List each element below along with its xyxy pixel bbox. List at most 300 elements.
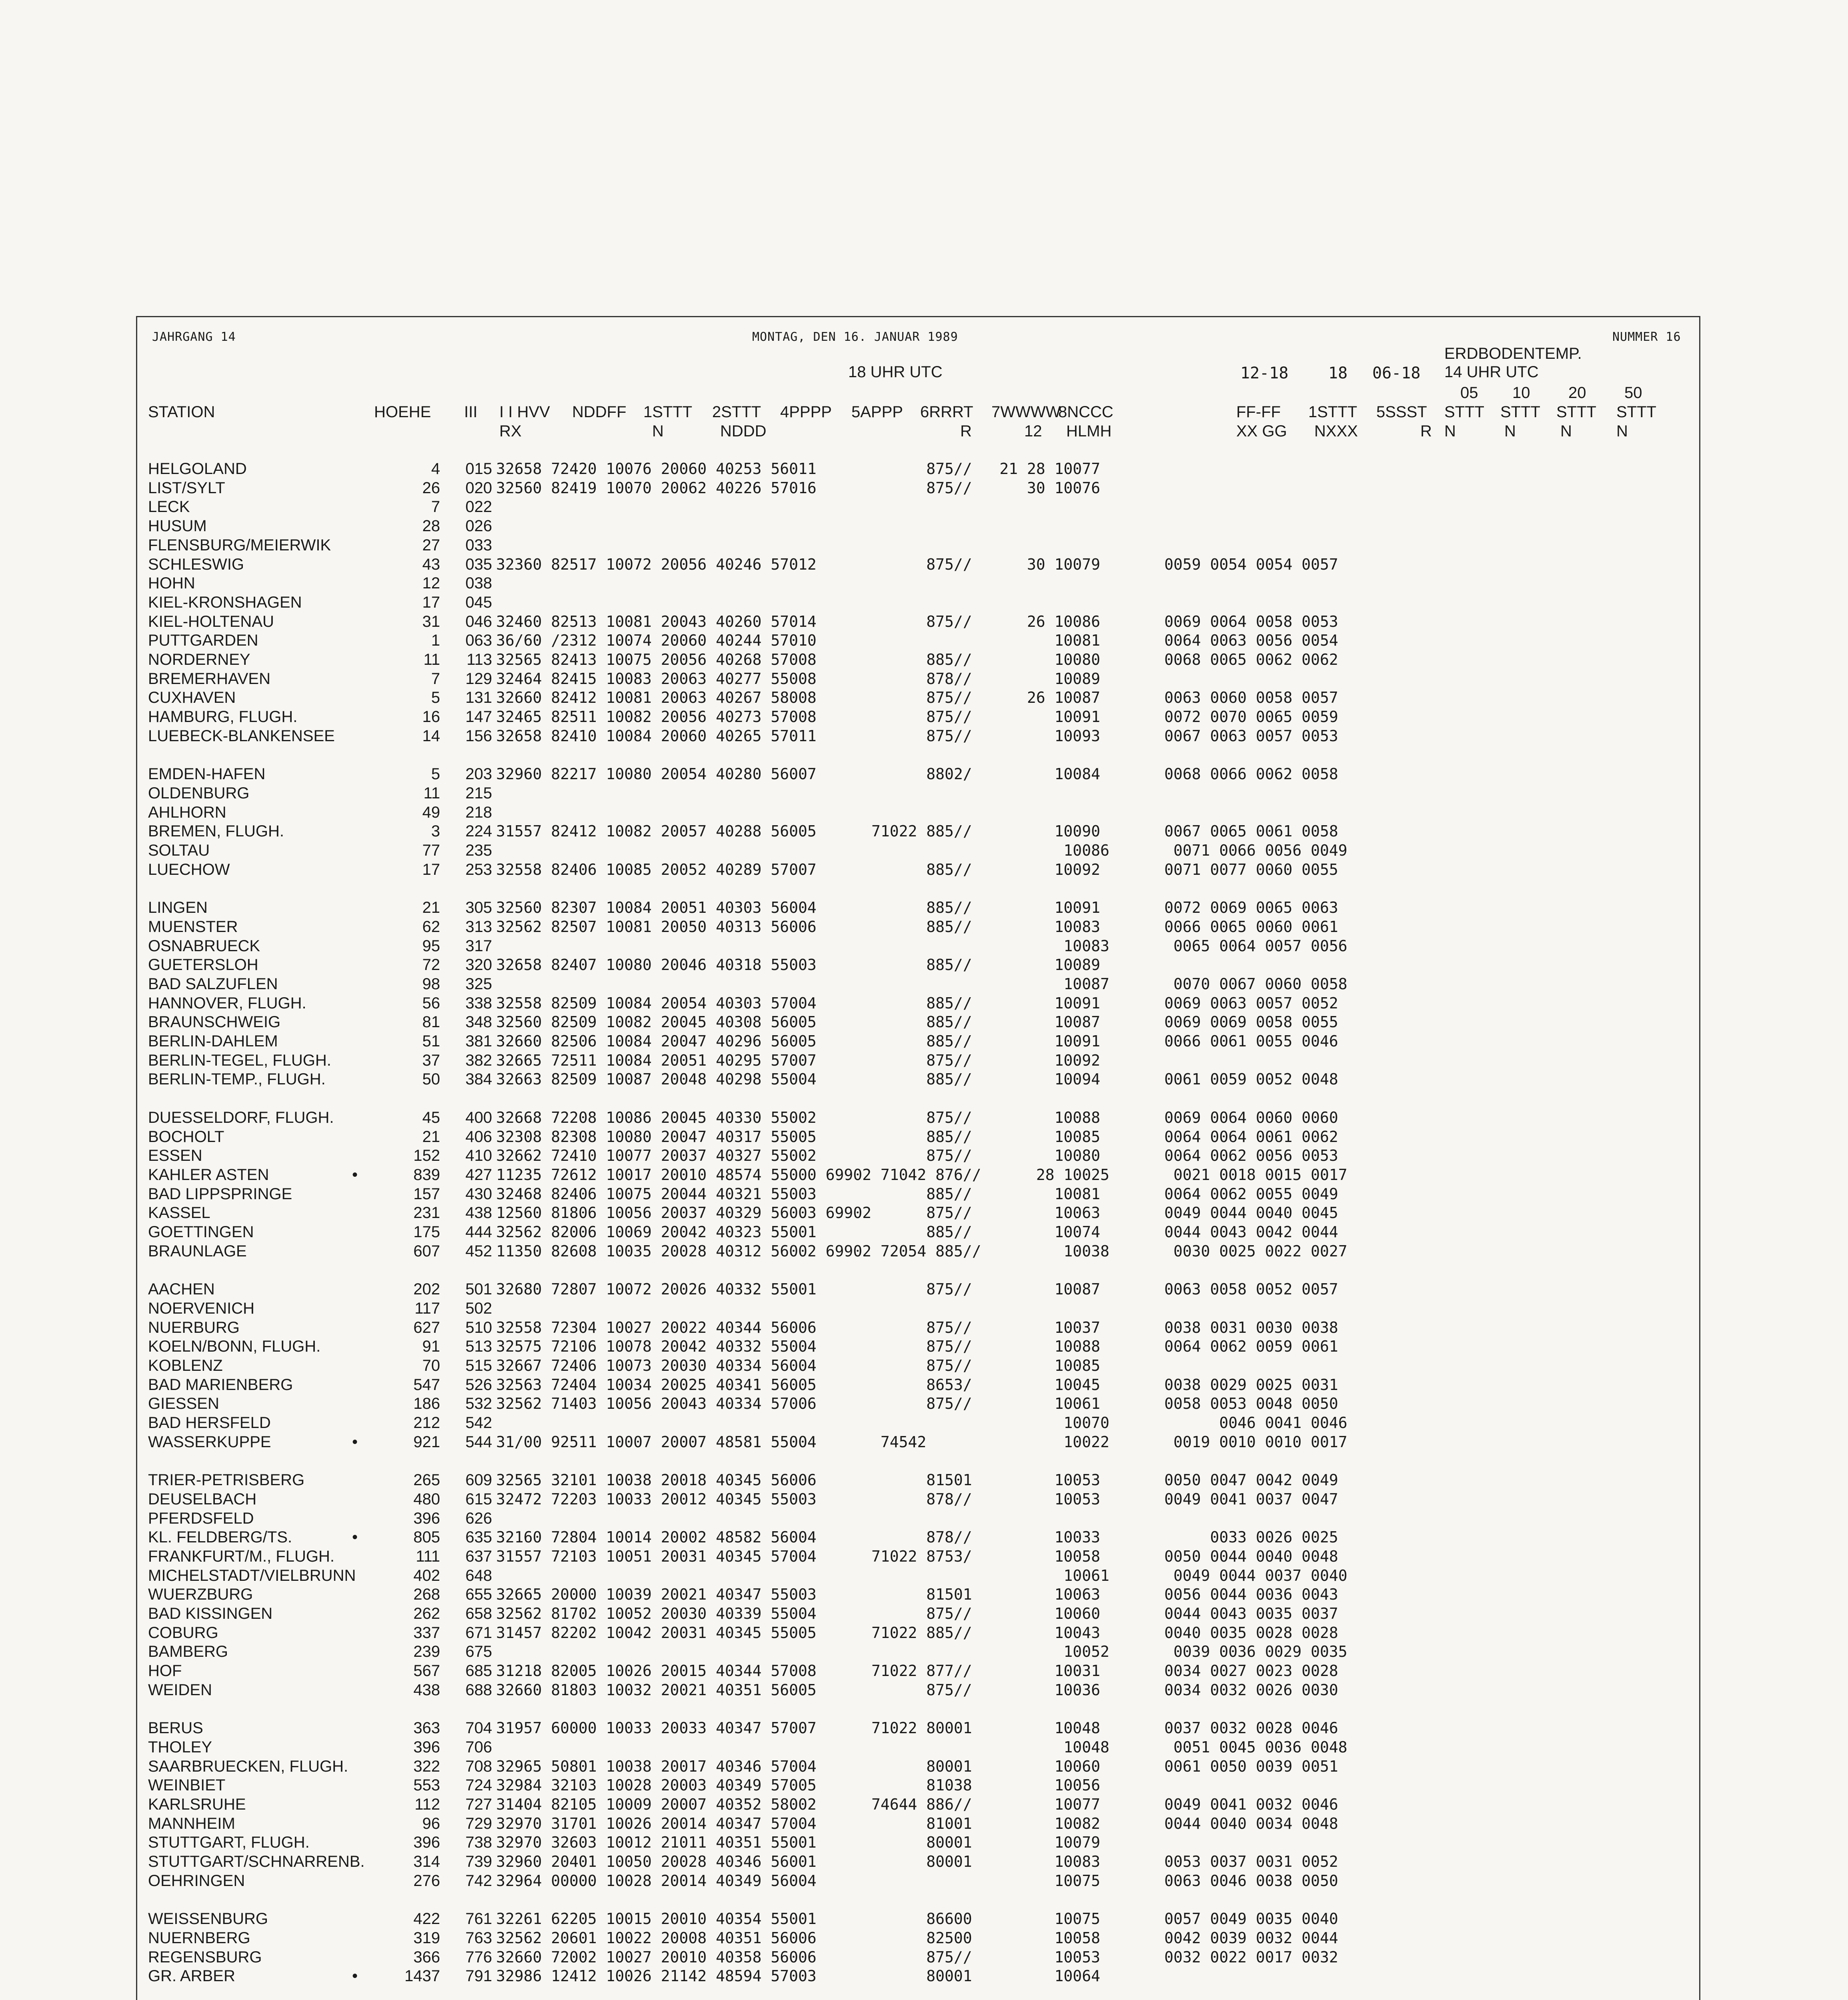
station-height: 27 — [422, 536, 440, 554]
station-name: PFERDSFELD — [148, 1509, 254, 1527]
station-data: 32660 81803 10032 20021 40351 56005 875// 10036 0034 0032 0026 0030 — [496, 1681, 1338, 1699]
col-n4: N — [1616, 422, 1628, 440]
station-id: 688 — [465, 1681, 492, 1699]
station-height: 314 — [413, 1853, 440, 1871]
station-name: BAD LIPPSPRINGE — [148, 1185, 292, 1203]
station-data: 32464 82415 10083 20063 40277 55008 878// 10089 — [496, 670, 1100, 688]
station-height: 319 — [413, 1929, 440, 1947]
station-name: LUECHOW — [148, 860, 230, 878]
station-id: 033 — [465, 536, 492, 554]
station-name: KARLSRUHE — [148, 1796, 246, 1813]
uhr14-label: 14 UHR UTC — [1444, 363, 1539, 381]
station-id: 648 — [465, 1566, 492, 1584]
station-id: 738 — [465, 1834, 492, 1852]
station-height: 77 — [422, 842, 440, 859]
station-name: CUXHAVEN — [148, 689, 236, 707]
station-id: 763 — [465, 1929, 492, 1947]
station-height: 422 — [413, 1910, 440, 1928]
station-name: ESSEN — [148, 1147, 202, 1165]
station-data: 31557 82412 10082 20057 40288 56005 71022 885// 10090 0067 0065 0061 0058 — [496, 822, 1338, 840]
station-name: KASSEL — [148, 1204, 210, 1222]
station-data: 31557 72103 10051 20031 40345 57004 71022 8753/ 10058 0050 0044 0040 0048 — [496, 1547, 1338, 1565]
station-id: 502 — [465, 1299, 492, 1317]
station-id: 129 — [465, 670, 492, 688]
station-data: 32562 20601 10022 20008 40351 56006 82500 10058 0042 0039 0032 0044 — [496, 1929, 1338, 1947]
station-id: 724 — [465, 1776, 492, 1794]
col-st1: STTT — [1444, 403, 1484, 421]
mountain-marker: • — [352, 1166, 358, 1184]
station-data: 32562 82507 10081 20050 40313 56006 885// 10083 0066 0065 0060 0061 — [496, 918, 1338, 936]
station-height: 402 — [413, 1566, 440, 1584]
station-id: 791 — [465, 1967, 492, 1985]
station-name: BAD HERSFELD — [148, 1414, 271, 1432]
station-height: 839 — [413, 1166, 440, 1184]
station-id: 637 — [465, 1547, 492, 1565]
station-height: 91 — [422, 1338, 440, 1356]
station-id: 542 — [465, 1414, 492, 1432]
station-name: FRANKFURT/M., FLUGH. — [148, 1547, 334, 1565]
station-id: 253 — [465, 860, 492, 878]
station-name: MANNHEIM — [148, 1814, 235, 1832]
jahrgang: JAHRGANG 14 — [152, 330, 236, 344]
col-st4: STTT — [1616, 403, 1656, 421]
station-name: WUERZBURG — [148, 1586, 253, 1604]
station-height: 366 — [413, 1948, 440, 1966]
station-data: 32960 82217 10080 20054 40280 56007 8802/ 10084 0068 0066 0062 0058 — [496, 765, 1338, 783]
station-height: 5 — [431, 689, 440, 707]
station-id: 704 — [465, 1719, 492, 1737]
station-id: 224 — [465, 822, 492, 840]
col-ffff: FF-FF — [1236, 403, 1281, 421]
station-name: LINGEN — [148, 899, 208, 917]
station-data: 32558 72304 10027 20022 40344 56006 875// 10037 0038 0031 0030 0038 — [496, 1318, 1338, 1336]
station-id: 320 — [465, 956, 492, 974]
col-n3: N — [1560, 422, 1572, 440]
station-id: 776 — [465, 1948, 492, 1966]
station-data: 32665 20000 10039 20021 40347 55003 81501 10063 0056 0044 0036 0043 — [496, 1586, 1338, 1604]
col-hlmh: HLMH — [1066, 422, 1112, 440]
station-name: WEISSENBURG — [148, 1910, 268, 1928]
station-data: 32667 72406 10073 20030 40334 56004 875// 10085 — [496, 1356, 1100, 1374]
uhr18-label: 18 UHR UTC — [848, 363, 943, 381]
station-name: EMDEN-HAFEN — [148, 765, 266, 783]
col-xxgg: XX GG — [1236, 422, 1287, 440]
station-id: 430 — [465, 1185, 492, 1203]
station-id: 156 — [465, 727, 492, 745]
station-name: GUETERSLOH — [148, 956, 258, 974]
station-data: 10086 0071 0066 0056 0049 — [496, 842, 1347, 859]
station-id: 510 — [465, 1318, 492, 1336]
station-id: 015 — [465, 460, 492, 478]
station-data: 32658 82410 10084 20060 40265 57011 875// 10093 0067 0063 0057 0053 — [496, 727, 1338, 745]
col-5ssst: 5SSST — [1376, 403, 1427, 421]
station-data: 31957 60000 10033 20033 40347 57007 71022 80001 10048 0037 0032 0028 0046 — [496, 1719, 1338, 1737]
station-name: BOCHOLT — [148, 1128, 224, 1146]
station-height: 56 — [422, 994, 440, 1012]
station-height: 11 — [423, 784, 440, 802]
col-6rrrt: 6RRRT — [920, 403, 973, 421]
station-name: WEIDEN — [148, 1681, 212, 1699]
station-height: 567 — [413, 1662, 440, 1680]
station-name: SCHLESWIG — [148, 555, 244, 573]
col-r2: R — [1420, 422, 1432, 440]
station-name: NUERNBERG — [148, 1929, 250, 1947]
station-data: 12560 81806 10056 20037 40329 56003 69902 875// 10063 0049 0044 0040 0045 — [496, 1204, 1338, 1222]
col-iihvv: I I HVV — [499, 403, 550, 421]
station-id: 532 — [465, 1395, 492, 1413]
station-data: 32560 82307 10084 20051 40303 56004 885// 10091 0072 0069 0065 0063 — [496, 899, 1338, 917]
station-height: 627 — [413, 1318, 440, 1336]
station-height: 45 — [422, 1108, 440, 1126]
station-data: 31/00 92511 10007 20007 48581 55004 74542 10022 0019 0010 0010 0017 — [496, 1433, 1347, 1451]
station-data: 10070 0046 0041 0046 — [496, 1414, 1347, 1432]
station-id: 501 — [465, 1280, 492, 1298]
station-data: 32562 81702 10052 20030 40339 55004 875// 10060 0044 0043 0035 0037 — [496, 1605, 1338, 1622]
station-id: 063 — [465, 632, 492, 650]
station-height: 212 — [413, 1414, 440, 1432]
station-id: 513 — [465, 1338, 492, 1356]
station-data: 32560 82419 10070 20062 40226 57016 875// 30 10076 — [496, 479, 1100, 497]
col-nxxx: NXXX — [1314, 422, 1358, 440]
station-data: 32660 82506 10084 20047 40296 56005 885// 10091 0066 0061 0055 0046 — [496, 1032, 1338, 1050]
station-height: 438 — [413, 1681, 440, 1699]
station-name: LECK — [148, 498, 190, 516]
mountain-marker: • — [352, 1528, 358, 1546]
station-name: GR. ARBER — [148, 1967, 235, 1985]
station-name: KOBLENZ — [148, 1356, 223, 1374]
station-height: 363 — [413, 1719, 440, 1737]
col-7wwww: 7WWWW — [991, 403, 1061, 421]
station-id: 427 — [465, 1166, 492, 1184]
station-id: 685 — [465, 1662, 492, 1680]
station-name: KL. FELDBERG/TS. — [148, 1528, 292, 1546]
station-id: 635 — [465, 1528, 492, 1546]
issue-number: NUMMER 16 — [1612, 330, 1681, 344]
station-height: 152 — [413, 1147, 440, 1165]
station-name: SOLTAU — [148, 842, 210, 859]
station-name: LUEBECK-BLANKENSEE — [148, 727, 335, 745]
station-id: 727 — [465, 1796, 492, 1813]
station-data: 32965 50801 10038 20017 40346 57004 80001 10060 0061 0050 0039 0051 — [496, 1757, 1338, 1775]
station-height: 547 — [413, 1376, 440, 1394]
station-name: AACHEN — [148, 1280, 215, 1298]
station-height: 3 — [431, 822, 440, 840]
station-id: 382 — [465, 1051, 492, 1069]
station-height: 186 — [413, 1395, 440, 1413]
station-name: TRIER-PETRISBERG — [148, 1471, 305, 1489]
station-height: 175 — [413, 1223, 440, 1241]
station-data: 10052 0039 0036 0029 0035 — [496, 1643, 1347, 1661]
station-height: 480 — [413, 1490, 440, 1508]
station-data: 32575 72106 10078 20042 40332 55004 875// 10088 0064 0062 0059 0061 — [496, 1338, 1338, 1356]
station-name: HOHN — [148, 574, 195, 592]
station-name: BERLIN-DAHLEM — [148, 1032, 278, 1050]
station-id: 381 — [465, 1032, 492, 1050]
station-name: WASSERKUPPE — [148, 1433, 271, 1451]
station-height: 5 — [431, 765, 440, 783]
station-id: 655 — [465, 1586, 492, 1604]
station-data: 10083 0065 0064 0057 0056 — [496, 937, 1347, 955]
station-id: 215 — [465, 784, 492, 802]
station-height: 37 — [422, 1051, 440, 1069]
station-height: 49 — [422, 803, 440, 821]
station-data: 10061 0049 0044 0037 0040 — [496, 1566, 1347, 1584]
station-data: 32658 72420 10076 20060 40253 56011 875// 21 28 10077 — [496, 460, 1100, 478]
station-height: 1437 — [404, 1967, 440, 1985]
station-id: 235 — [465, 842, 492, 859]
station-data: 32460 82513 10081 20043 40260 57014 875// 26 10086 0069 0064 0058 0053 — [496, 612, 1338, 630]
station-id: 203 — [465, 765, 492, 783]
station-height: 72 — [422, 956, 440, 974]
station-height: 12 — [422, 574, 440, 592]
station-data: 32562 82006 10069 20042 40323 55001 885// 10074 0044 0043 0042 0044 — [496, 1223, 1338, 1241]
station-name: BAD MARIENBERG — [148, 1376, 293, 1394]
h0618-label: 06-18 — [1372, 364, 1421, 382]
station-height: 921 — [413, 1433, 440, 1451]
station-name: GOETTINGEN — [148, 1223, 254, 1241]
station-data: 32665 72511 10084 20051 40295 57007 875// 10092 — [496, 1051, 1100, 1069]
station-id: 742 — [465, 1872, 492, 1890]
station-data: 32680 72807 10072 20026 40332 55001 875// 10087 0063 0058 0052 0057 — [496, 1280, 1338, 1298]
col-rx: RX — [499, 422, 522, 440]
col-st2: STTT — [1500, 403, 1540, 421]
station-id: 113 — [467, 651, 492, 668]
col-n: N — [652, 422, 664, 440]
station-id: 384 — [465, 1070, 492, 1088]
col-12: 12 — [1024, 422, 1042, 440]
station-name: OLDENBURG — [148, 784, 250, 802]
station-id: 035 — [465, 555, 492, 573]
station-height: 28 — [422, 517, 440, 535]
station-data: 32960 20401 10050 20028 40346 56001 80001 10083 0053 0037 0031 0052 — [496, 1853, 1338, 1871]
station-height: 4 — [431, 460, 440, 478]
station-name: OEHRINGEN — [148, 1872, 245, 1890]
station-id: 038 — [465, 574, 492, 592]
station-height: 265 — [413, 1471, 440, 1489]
station-height: 111 — [416, 1547, 440, 1565]
station-name: STUTTGART, FLUGH. — [148, 1834, 310, 1852]
station-data: 32558 82406 10085 20052 40289 57007 885// 10092 0071 0077 0060 0055 — [496, 860, 1338, 878]
station-name: BERUS — [148, 1719, 203, 1737]
station-name: MICHELSTADT/VIELBRUNN — [148, 1566, 356, 1584]
station-name: HOF — [148, 1662, 182, 1680]
col-station: STATION — [148, 403, 215, 421]
station-id: 761 — [465, 1910, 492, 1928]
station-id: 615 — [465, 1490, 492, 1508]
station-name: BREMEN, FLUGH. — [148, 822, 284, 840]
station-name: KIEL-KRONSHAGEN — [148, 593, 302, 611]
station-name: HANNOVER, FLUGH. — [148, 994, 306, 1012]
station-name: BERLIN-TEGEL, FLUGH. — [148, 1051, 331, 1069]
station-name: BERLIN-TEMP., FLUGH. — [148, 1070, 326, 1088]
station-id: 671 — [465, 1624, 492, 1642]
station-data: 32970 31701 10026 20014 40347 57004 81001 10082 0044 0040 0034 0048 — [496, 1814, 1338, 1832]
station-height: 95 — [422, 937, 440, 955]
station-data: 32660 72002 10027 20010 40358 56006 875// 10053 0032 0022 0017 0032 — [496, 1948, 1338, 1966]
erdboden-label: ERDBODENTEMP. — [1444, 345, 1582, 362]
col-5appp: 5APPP — [851, 403, 903, 421]
station-id: 739 — [465, 1853, 492, 1871]
station-name: GIESSEN — [148, 1395, 219, 1413]
station-id: 444 — [465, 1223, 492, 1241]
station-id: 317 — [465, 937, 492, 955]
station-height: 117 — [414, 1299, 440, 1317]
station-id: 348 — [465, 1013, 492, 1031]
station-height: 805 — [413, 1528, 440, 1546]
mountain-marker: • — [352, 1967, 358, 1985]
station-name: NUERBURG — [148, 1318, 240, 1336]
station-data: 32562 71403 10056 20043 40334 57006 875// 10061 0058 0053 0048 0050 — [496, 1395, 1338, 1413]
station-id: 626 — [465, 1509, 492, 1527]
station-id: 729 — [465, 1814, 492, 1832]
station-data: 32986 12412 10026 21142 48594 57003 80001 10064 — [496, 1967, 1100, 1985]
station-data: 31457 82202 10042 20031 40345 55005 71022 885// 10043 0040 0035 0028 0028 — [496, 1624, 1338, 1642]
station-name: OSNABRUECK — [148, 937, 260, 955]
col-st3: STTT — [1556, 403, 1596, 421]
station-data: 32964 00000 10028 20014 40349 56004 10075 0063 0046 0038 0050 — [496, 1872, 1338, 1890]
station-name: KOELN/BONN, FLUGH. — [148, 1338, 321, 1356]
station-id: 218 — [465, 803, 492, 821]
station-id: 325 — [465, 975, 492, 993]
station-id: 338 — [465, 994, 492, 1012]
station-id: 452 — [465, 1242, 492, 1260]
station-height: 17 — [422, 593, 440, 611]
col-iii: III — [464, 403, 478, 421]
station-id: 708 — [465, 1757, 492, 1775]
station-data: 32308 82308 10080 20047 40317 55005 885// 10085 0064 0064 0061 0062 — [496, 1128, 1338, 1146]
station-data: 32468 82406 10075 20044 40321 55003 885// 10081 0064 0062 0055 0049 — [496, 1185, 1338, 1203]
station-name: COBURG — [148, 1624, 218, 1642]
station-data: 32560 82509 10082 20045 40308 56005 885// 10087 0069 0069 0058 0055 — [496, 1013, 1338, 1031]
station-height: 337 — [413, 1624, 440, 1642]
station-height: 31 — [422, 612, 440, 630]
station-id: 675 — [465, 1643, 492, 1661]
station-id: 022 — [465, 498, 492, 516]
station-height: 396 — [413, 1509, 440, 1527]
station-height: 396 — [413, 1738, 440, 1756]
station-name: HUSUM — [148, 517, 207, 535]
col-n1: N — [1444, 422, 1456, 440]
col-8nccc: 8NCCC — [1058, 403, 1113, 421]
station-data: 31218 82005 10026 20015 40344 57008 71022 877// 10031 0034 0027 0023 0028 — [496, 1662, 1338, 1680]
col-r: R — [960, 422, 972, 440]
depth-10: 10 — [1512, 384, 1530, 402]
station-id: 026 — [465, 517, 492, 535]
station-data: 32465 82511 10082 20056 40273 57008 875// 10091 0072 0070 0065 0059 — [496, 708, 1338, 726]
station-height: 81 — [422, 1013, 440, 1031]
station-name: NORDERNEY — [148, 651, 250, 668]
station-data: 10048 0051 0045 0036 0048 — [496, 1738, 1347, 1756]
station-id: 020 — [465, 479, 492, 497]
station-name: AHLHORN — [148, 803, 226, 821]
station-data: 32658 82407 10080 20046 40318 55003 885// 10089 — [496, 956, 1100, 974]
station-height: 43 — [422, 555, 440, 573]
station-height: 26 — [422, 479, 440, 497]
station-height: 51 — [422, 1032, 440, 1050]
station-name: WEINBIET — [148, 1776, 226, 1794]
col-1sttt: 1STTT — [643, 403, 693, 421]
station-data: 36/60 /2312 10074 20060 40244 57010 10081 0064 0063 0056 0054 — [496, 632, 1338, 650]
station-data: 32660 82412 10081 20063 40267 58008 875// 26 10087 0063 0060 0058 0057 — [496, 689, 1338, 707]
station-name: KIEL-HOLTENAU — [148, 612, 274, 630]
col-2sttt: 2STTT — [712, 403, 761, 421]
station-name: STUTTGART/SCHNARRENB. — [148, 1853, 365, 1871]
station-data: 32160 72804 10014 20002 48582 56004 878// 10033 0033 0026 0025 — [496, 1528, 1338, 1546]
station-id: 131 — [465, 689, 492, 707]
station-name: SAARBRUECKEN, FLUGH. — [148, 1757, 348, 1775]
station-height: 62 — [422, 918, 440, 936]
station-height: 239 — [413, 1643, 440, 1661]
h1218-label: 12-18 — [1240, 364, 1289, 382]
station-height: 396 — [413, 1834, 440, 1852]
station-id: 410 — [465, 1147, 492, 1165]
station-name: BREMERHAVEN — [148, 670, 270, 688]
station-name: BRAUNSCHWEIG — [148, 1013, 281, 1031]
station-height: 553 — [413, 1776, 440, 1794]
station-data: 32663 82509 10087 20048 40298 55004 885// 10094 0061 0059 0052 0048 — [496, 1070, 1338, 1088]
col-4pppp: 4PPPP — [780, 403, 832, 421]
station-id: 147 — [465, 708, 492, 726]
station-name: MUENSTER — [148, 918, 238, 936]
station-height: 157 — [413, 1185, 440, 1203]
station-height: 16 — [422, 708, 440, 726]
col-n2: N — [1504, 422, 1516, 440]
station-height: 70 — [422, 1356, 440, 1374]
station-height: 96 — [422, 1814, 440, 1832]
mountain-marker: • — [352, 1433, 358, 1451]
station-id: 526 — [465, 1376, 492, 1394]
station-name: NOERVENICH — [148, 1299, 254, 1317]
station-name: BAD SALZUFLEN — [148, 975, 278, 993]
station-height: 276 — [413, 1872, 440, 1890]
station-data: 32472 72203 10033 20012 40345 55003 878// 10053 0049 0041 0037 0047 — [496, 1490, 1338, 1508]
station-data: 10087 0070 0067 0060 0058 — [496, 975, 1347, 993]
station-height: 21 — [422, 899, 440, 917]
station-data: 32558 82509 10084 20054 40303 57004 885// 10091 0069 0063 0057 0052 — [496, 994, 1338, 1012]
station-name: FLENSBURG/MEIERWIK — [148, 536, 331, 554]
station-id: 400 — [465, 1108, 492, 1126]
station-id: 658 — [465, 1605, 492, 1622]
station-height: 7 — [431, 498, 440, 516]
station-data: 32565 82413 10075 20056 40268 57008 885// 10080 0068 0065 0062 0062 — [496, 651, 1338, 668]
h18-label: 18 — [1328, 364, 1348, 382]
station-id: 438 — [465, 1204, 492, 1222]
col-nddd: NDDD — [720, 422, 767, 440]
depth-05: 05 — [1460, 384, 1478, 402]
station-height: 21 — [422, 1128, 440, 1146]
station-id: 515 — [465, 1356, 492, 1374]
station-id: 313 — [465, 918, 492, 936]
station-name: HAMBURG, FLUGH. — [148, 708, 298, 726]
station-height: 14 — [422, 727, 440, 745]
station-id: 609 — [465, 1471, 492, 1489]
station-data: 32563 72404 10034 20025 40341 56005 8653/ 10045 0038 0029 0025 0031 — [496, 1376, 1338, 1394]
station-height: 1 — [431, 632, 440, 650]
station-height: 11 — [423, 651, 440, 668]
station-height: 50 — [422, 1070, 440, 1088]
station-height: 231 — [413, 1204, 440, 1222]
station-data: 31404 82105 10009 20007 40352 58002 74644 886// 10077 0049 0041 0032 0046 — [496, 1796, 1338, 1813]
station-height: 202 — [413, 1280, 440, 1298]
station-data: 32662 72410 10077 20037 40327 55002 875// 10080 0064 0062 0056 0053 — [496, 1147, 1338, 1165]
station-data: 11235 72612 10017 20010 48574 55000 69902 71042 876// 28 10025 0021 0018 0015 0017 — [496, 1166, 1347, 1184]
station-name: REGENSBURG — [148, 1948, 262, 1966]
station-data: 32984 32103 10028 20003 40349 57005 81038 10056 — [496, 1776, 1100, 1794]
depth-20: 20 — [1568, 384, 1586, 402]
station-name: PUTTGARDEN — [148, 632, 258, 650]
station-name: LIST/SYLT — [148, 479, 225, 497]
station-height: 17 — [422, 860, 440, 878]
